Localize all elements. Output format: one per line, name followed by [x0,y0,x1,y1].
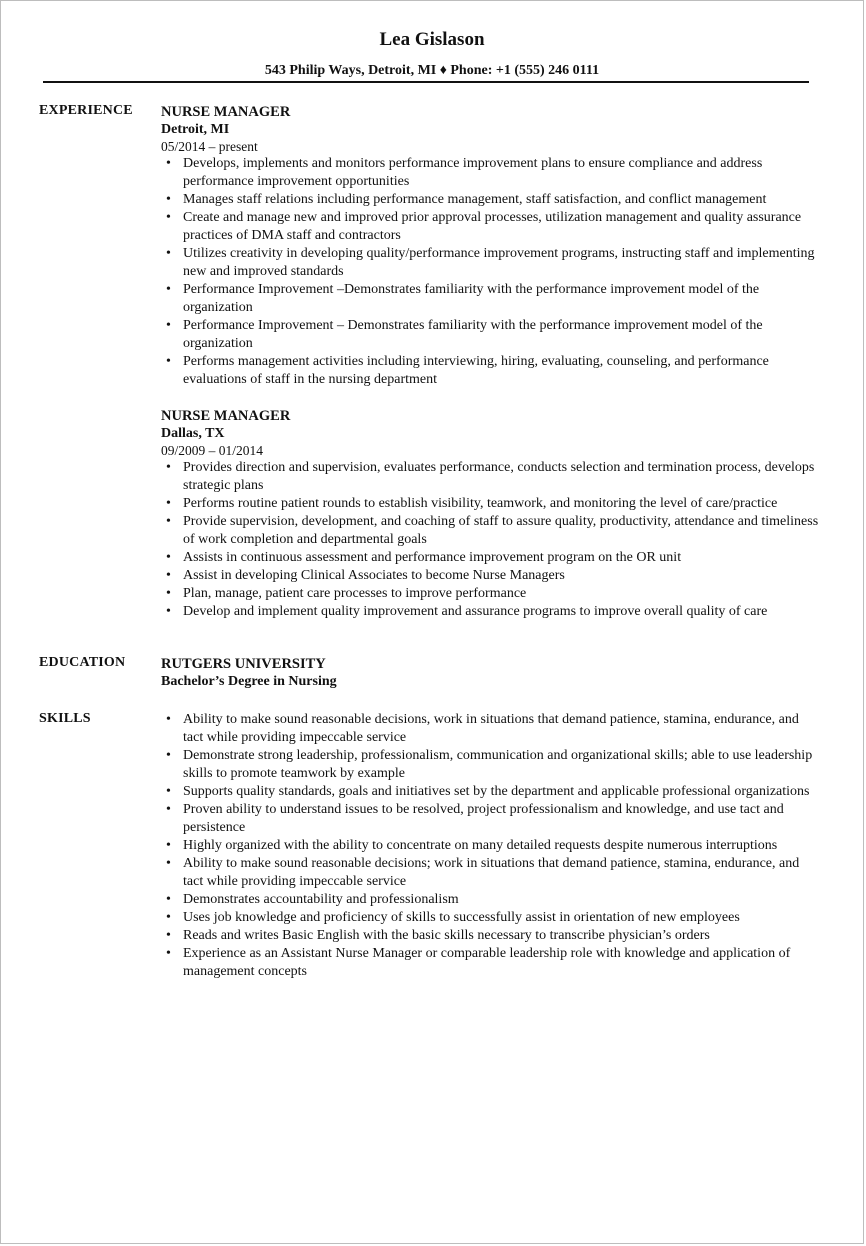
job-bullets [161,155,821,389]
job-bullet: • Plan, manage, patient care processes to improve performance [161,585,821,603]
job-location: Detroit, MI [161,122,230,137]
section-label-education: EDUCATION [39,655,126,670]
job-bullet: • Performance Improvement –Demonstrates familiarity with the performance improvement model of the organization [161,281,821,317]
job-bullet: • Utilizes creativity in developing quality/performance improvement programs, instructing staff and implementing new and improved standards [161,245,821,281]
skill-item: • Proven ability to understand issues to be resolved, project professionalism and knowledge, and use tact and persistence [161,801,821,837]
skill-item: • Ability to make sound reasonable decisions; work in situations that demand patience, stamina, endurance, and tact while providing impeccable service [161,855,821,891]
job-bullet: • Provide supervision, development, and coaching of staff to assure quality, productivity, attendance and timeliness of work completion and departmental goals [161,513,821,549]
job-dates: 05/2014 – present [161,139,258,154]
job-bullet: • Performs routine patient rounds to establish visibility, teamwork, and monitoring the level of care/practice [161,495,821,513]
job-entry [161,407,821,621]
section-label-experience: EXPERIENCE [39,103,133,118]
job-bullet: • Create and manage new and improved prior approval processes, utilization management and quality assurance practices of DMA staff and contractors [161,209,821,245]
degree-name: Bachelor’s Degree in Nursing [161,674,337,689]
skill-item: • Demonstrate strong leadership, professionalism, communication and organizational skills; able to use leadership skills to promote teamwork by example [161,747,821,783]
school-name: RUTGERS UNIVERSITY [161,656,326,672]
job-bullet: • Manages staff relations including performance management, staff satisfaction, and conflict management [161,191,821,209]
skill-item: • Ability to make sound reasonable decisions, work in situations that demand patience, stamina, endurance, and tact while providing impeccable service [161,711,821,747]
section-label-skills: SKILLS [39,711,91,726]
job-bullet: • Develop and implement quality improvement and assurance programs to improve overall quality of care [161,603,821,621]
job-entry [161,103,821,389]
job-bullet: • Performance Improvement – Demonstrates familiarity with the performance improvement model of the organization [161,317,821,353]
header-divider [43,81,809,83]
job-title: NURSE MANAGER [161,408,291,424]
job-bullet: • Performs management activities including interviewing, hiring, evaluating, counseling, and performance evaluations of staff in the nursing department [161,353,821,389]
skill-item: • Experience as an Assistant Nurse Manager or comparable leadership role with knowledge and application of management concepts [161,945,821,981]
skill-item: • Highly organized with the ability to concentrate on many detailed requests despite numerous interruptions [161,837,821,855]
job-bullet: • Provides direction and supervision, evaluates performance, conducts selection and termination process, develops strategic plans [161,459,821,495]
job-bullet: • Develops, implements and monitors performance improvement plans to ensure compliance and address performance improvement opportunities [161,155,821,191]
skill-item: • Reads and writes Basic English with the basic skills necessary to transcribe physician’s orders [161,927,821,945]
job-location: Dallas, TX [161,426,225,441]
skill-item: • Demonstrates accountability and professionalism [161,891,821,909]
job-bullet: • Assist in developing Clinical Associates to become Nurse Managers [161,567,821,585]
contact-line: 543 Philip Ways, Detroit, MI ♦ Phone: +1 (555) 246 0111 [264,63,600,78]
job-bullet: • Assists in continuous assessment and performance improvement program on the OR unit [161,549,821,567]
candidate-name: Lea Gislason [379,29,485,50]
skills-list [161,711,821,981]
skill-item: • Supports quality standards, goals and initiatives set by the department and applicable professional organizations [161,783,821,801]
job-dates: 09/2009 – 01/2014 [161,443,264,458]
job-bullets [161,459,821,621]
skill-item: • Uses job knowledge and proficiency of skills to successfully assist in orientation of new employees [161,909,821,927]
job-title: NURSE MANAGER [161,104,291,120]
